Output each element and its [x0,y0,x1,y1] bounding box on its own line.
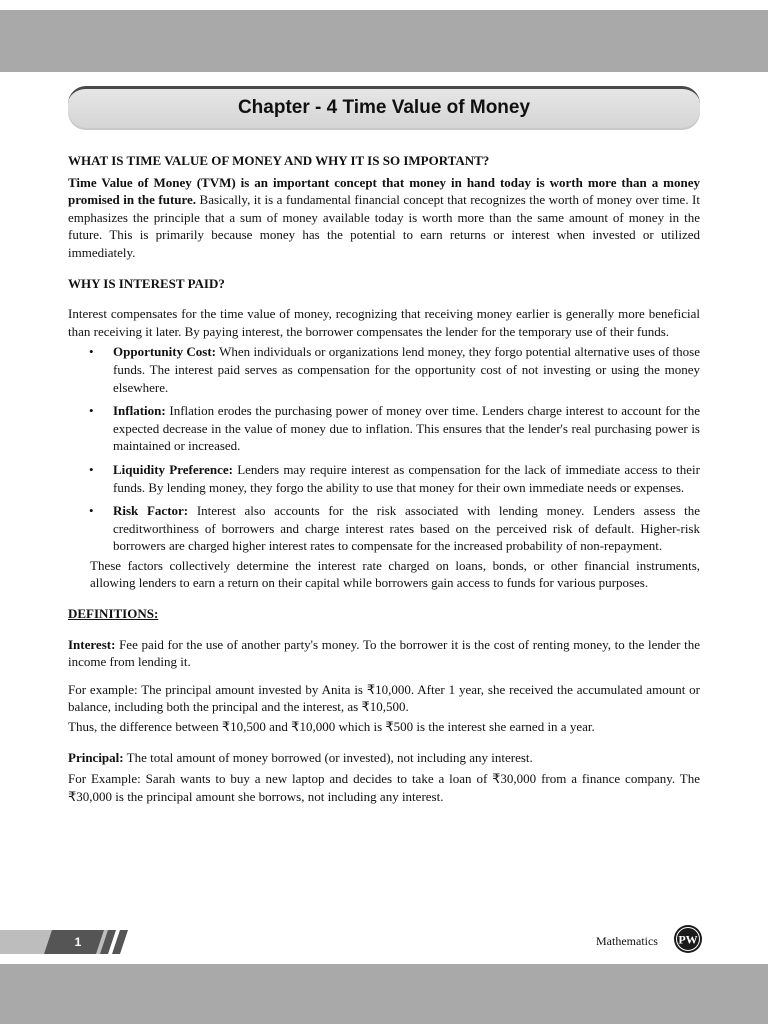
chapter-banner [68,86,700,130]
bullet-term: Risk Factor: [113,503,189,519]
tvm-paragraph [68,174,700,262]
interest-reasons-list [68,343,700,555]
tvm-explanation: Basically, it is a fundamental financial concept that recognizes the worth of money over time. It emphasizes the principle that a sum of money available today is worth more than the same amount of money in the future. This is primarily because money has the potential to earn returns or interest when invested or utilized immediately. [68,192,700,260]
list-item [113,502,700,555]
principal-term: Principal: [68,749,124,765]
chapter-title: Chapter - 4 Time Value of Money [237,97,531,118]
list-item [113,402,700,455]
subject-label: Mathematics [596,934,658,948]
bullet-text: Inflation erodes the purchasing power of money over time. Lenders charge interest to account for the expected decrease in the value of money due to inflation. This ensures that the lender's real purchasing power is maintained or increased. [113,403,700,454]
interest-intro: Interest compensates for the time value of money, recognizing that receiving money earlier is generally more beneficial than receiving it later. By paying interest, the borrower compensates the lender for the temporary use of their funds. [68,306,700,339]
principal-example: For Example: Sarah wants to buy a new laptop and decides to take a loan of ₹30,000 from a finance company. The ₹30,000 is the principal amount she borrows, not including any interest. [68,771,700,804]
interest-term: Interest: [68,636,116,652]
page-number: 1 [74,935,82,949]
interest-definition [68,636,700,671]
definitions-heading: DEFINITIONS: [68,606,159,622]
bullet-term: Opportunity Cost: [113,344,217,360]
interest-example-conclusion: Thus, the difference between ₹10,500 and ₹10,000 which is ₹500 is the interest she earned in a year. [68,719,595,735]
header-band [0,10,768,72]
pw-logo-icon [673,924,703,954]
interest-heading: WHY IS INTEREST PAID? [68,275,225,291]
tvm-heading: WHAT IS TIME VALUE OF MONEY AND WHY IT IS SO IMPORTANT? [68,153,490,168]
bullet-text: Interest also accounts for the risk associated with lending money. Lenders assess the creditworthiness of borrowers and charge interest rates based on the perceived risk of default. Higher-risk borrowers are charged higher interest rates to compensate for the increased probability of non-repayment. [113,503,700,554]
interest-example: For example: The principal amount invested by Anita is ₹10,000. After 1 year, she received the accumulated amount or balance, including both the principal and the interest, as ₹10,500. [68,681,700,715]
bullet-term: Inflation: [113,403,166,419]
footer-band [0,964,768,1024]
list-item [113,461,700,496]
bullet-term: Liquidity Preference: [113,461,233,477]
principal-def-text: The total amount of money borrowed (or invested), not including any interest. [123,749,533,765]
factors-summary: These factors collectively determine the interest rate charged on loans, bonds, or other financial instruments, allowing lenders to earn a return on their capital while borrowers gain access to funds for various purposes. [90,557,700,591]
interest-def-text: Fee paid for the use of another party's money. To the borrower it is the cost of renting money, to the lender the income from lending it. [68,636,700,670]
principal-definition [68,749,700,767]
list-item [113,343,700,396]
document-body [68,152,700,805]
bullet-text: When individuals or organizations lend money, they forgo potential alternative uses of those funds. The interest paid serves as compensation for the opportunity cost of not investing or using the money elsewhere. [113,344,700,395]
tvm-bold-statement: Time Value of Money (TVM) is an important concept that money in hand today is worth more than a money promised in the future. [68,174,700,208]
bullet-text: Lenders may require interest as compensation for the lack of immediate access to their funds. By lending money, they forgo the ability to use that money for their own immediate needs or expenses. [113,461,700,495]
svg-text:PW: PW [678,932,698,947]
